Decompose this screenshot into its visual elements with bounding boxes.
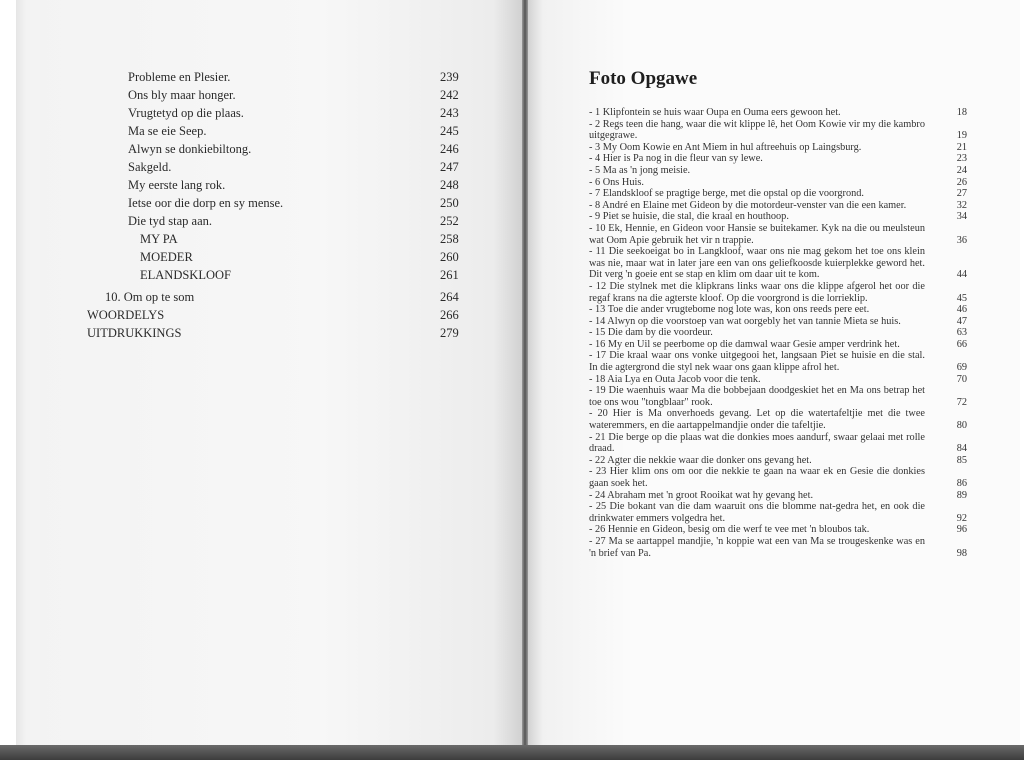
book-spine: [522, 0, 528, 745]
photo-caption: - 16 My en Uil se peerbome op die damwal waar Gesie amper verdrink het.: [589, 338, 900, 350]
contents-title: MY PA: [140, 232, 178, 246]
contents-page-number: 252: [440, 214, 459, 228]
contents-row: [0, 104, 500, 122]
contents-page-number: 264: [440, 290, 459, 304]
photo-caption: - 2 Regs teen die hang, waar die wit klippe lê, het Oom Kowie vir my die kambro uitgegrawe.: [589, 118, 925, 142]
photo-caption: - 14 Alwyn op die voorstoep van wat oorgebly het van tannie Mieta se huis.: [589, 315, 901, 327]
photo-page-number: 84: [956, 443, 967, 455]
contents-row: [0, 68, 500, 86]
photo-list-item: [589, 466, 989, 489]
photo-list: [589, 107, 989, 559]
photo-list-item: [589, 107, 989, 119]
contents-title: ELANDSKLOOF: [140, 268, 231, 282]
contents-title: Ma se eie Seep.: [128, 124, 207, 138]
contents-page-number: 245: [440, 124, 459, 138]
contents-title: Ons bly maar honger.: [128, 88, 236, 102]
photo-caption: - 10 Ek, Hennie, en Gideon voor Hansie se buitekamer. Kyk na die ou meulsteun wat Oom Apie gebruik het vir n trappie.: [589, 222, 925, 246]
photo-list-item: [589, 119, 989, 142]
photo-list-item: [589, 223, 989, 246]
contents-title: UITDRUKKINGS: [87, 326, 182, 340]
photo-list-item: [589, 281, 989, 304]
photo-page-number: 46: [956, 304, 967, 316]
photo-caption: - 21 Die berge op die plaas wat die donkies moes aandurf, swaar gelaai met rolle draad.: [589, 431, 925, 455]
photo-caption: - 22 Agter die nekkie waar die donker ons gevang het.: [589, 454, 812, 466]
photo-page-number: 23: [956, 153, 967, 165]
contents-page-number: 243: [440, 106, 459, 120]
contents-title: WOORDELYS: [87, 308, 165, 322]
contents-title: Alwyn se donkiebiltong.: [128, 142, 252, 156]
photo-page-number: 45: [956, 292, 967, 304]
photo-page-number: 44: [956, 269, 967, 281]
photo-caption: - 12 Die stylnek met die klipkrans links waar ons die klippe afgerol het oor die regaf krans na die agterste kloof. Op die voorgrond is die lorrieklip.: [589, 280, 925, 304]
contents-page-number: 246: [440, 142, 459, 156]
photo-caption: - 20 Hier is Ma onverhoeds gevang. Let op die watertafeltjie met die twee wateremmers, en die aartappelmandjie onder die tafeltjie.: [589, 408, 925, 432]
photo-caption: - 23 Hier klim ons om oor die nekkie te gaan na waar ek en Gesie die donkies gaan soek het.: [589, 466, 925, 489]
photo-caption: - 25 Die bokant van die dam waaruit ons die blomme nat-gedra het, en ook die drinkwater emmers volgedra het.: [589, 501, 925, 524]
photo-page-number: 18: [956, 107, 967, 118]
photo-page-number: 92: [956, 512, 967, 524]
photo-page-number: 66: [956, 338, 967, 350]
photo-list-item: [589, 188, 989, 200]
photo-caption: - 9 Piet se huisie, die stal, die kraal en houthoop.: [589, 211, 789, 223]
photo-caption: - 6 Ons Huis.: [589, 176, 644, 188]
contents-title: MOEDER: [140, 250, 193, 264]
photo-page-number: 36: [956, 234, 967, 246]
photo-caption: - 1 Klipfontein se huis waar Oupa en Ouma eers gewoon het.: [589, 107, 841, 118]
page-title: Foto Opgawe: [589, 68, 698, 89]
photo-page-number: 86: [956, 478, 967, 489]
contents-row: [0, 230, 500, 248]
contents-row: [0, 194, 500, 212]
contents-page-number: 260: [440, 250, 459, 264]
photo-caption: - 4 Hier is Pa nog in die fleur van sy lewe.: [589, 153, 763, 165]
photo-page-number: 89: [956, 489, 967, 501]
contents-title: 10. Om op te som: [105, 290, 195, 304]
photo-list-item: [589, 455, 989, 467]
photo-page-number: 27: [956, 188, 967, 200]
photo-list-item: [589, 142, 989, 154]
contents-page-number: 250: [440, 196, 459, 210]
contents-page-number: 279: [440, 326, 459, 340]
contents-page-number: 248: [440, 178, 459, 192]
photo-caption: - 3 My Oom Kowie en Ant Miem in hul aftreehuis op Laingsburg.: [589, 141, 862, 153]
photo-page-number: 72: [956, 396, 967, 408]
contents-title: Probleme en Plesier.: [128, 70, 231, 84]
photo-caption: - 17 Die kraal waar ons vonke uitgegooi het, langsaan Piet se huisie en die stal. In die agtergrond die styl nek waar ons gaan klippe afrol het.: [589, 350, 925, 374]
contents-page-number: 266: [440, 308, 459, 322]
contents-page-number: 242: [440, 88, 459, 102]
photo-list-item: [589, 246, 989, 281]
contents-title: Die tyd stap aan.: [128, 214, 213, 228]
photo-caption: - 26 Hennie en Gideon, besig om die werf te vee met 'n bloubos tak.: [589, 524, 870, 536]
contents-title: My eerste lang rok.: [128, 178, 226, 192]
contents-title: Sakgeld.: [128, 160, 172, 174]
photo-page-number: 85: [956, 454, 967, 466]
contents-row: [0, 122, 500, 140]
photo-page-number: 21: [956, 141, 967, 153]
photo-caption: - 15 Die dam by die voordeur.: [589, 327, 713, 339]
contents-row: [0, 212, 500, 230]
photo-page-number: 32: [956, 199, 967, 211]
photo-caption: - 7 Elandskloof se pragtige berge, met die opstal op die voorgrond.: [589, 188, 864, 200]
photo-caption: - 19 Die waenhuis waar Ma die bobbejaan doodgeskiet het en Ma ons betrap het toe ons wou "tongblaar" rook.: [589, 385, 925, 408]
photo-caption: - 18 Aia Lya en Outa Jacob voor die tenk.: [589, 373, 761, 385]
photo-caption: - 27 Ma se aartappel mandjie, 'n koppie wat een van Ma se trougeskenke was en 'n brief van Pa.: [589, 535, 925, 559]
photo-page-number: 24: [956, 164, 967, 176]
contents-row: [0, 158, 500, 176]
photo-page-number: 19: [956, 130, 967, 142]
photo-page-number: 80: [956, 420, 967, 432]
photo-list-item: [589, 304, 989, 316]
contents-row: [0, 266, 500, 284]
contents-row: [0, 306, 500, 324]
contents-row: [0, 86, 500, 104]
contents-title: Ietse oor die dorp en sy mense.: [128, 196, 284, 210]
photo-list-item: [589, 501, 989, 524]
photo-caption: - 11 Die seekoeigat bo in Langkloof, waar ons nie mag gekom het toe ons klein was nie, maar wat in later jare een van ons geliefkoosde kuierplekke geword het. Dit verg 'n goeie ent se stap en klim om daar uit te kom.: [589, 246, 925, 281]
photo-list-item: [589, 536, 989, 559]
photo-caption: - 13 Toe die ander vrugtebome nog lote was, kon ons reeds pere eet.: [589, 304, 870, 316]
contents-row: [0, 248, 500, 266]
photo-page-number: 47: [956, 315, 967, 327]
photo-list-item: [589, 350, 989, 373]
photo-page-number: 34: [956, 211, 967, 223]
photo-list-item: [589, 200, 989, 212]
photo-list-item: [589, 524, 989, 536]
contents-page-number: 239: [440, 70, 459, 84]
contents-row: [0, 288, 500, 306]
photo-page-number: 63: [956, 327, 967, 339]
photo-list-item: [589, 374, 989, 386]
contents-title: Vrugtetyd op die plaas.: [128, 106, 244, 120]
contents-page-number: 247: [440, 160, 459, 174]
photo-list-item: [589, 385, 989, 408]
photo-list-item: [589, 327, 989, 339]
photo-list-item: [589, 432, 989, 455]
photo-page-number: 26: [956, 176, 967, 188]
scan-edge: [0, 745, 1024, 760]
photo-list-item: [589, 408, 989, 431]
photo-page-number: 96: [956, 524, 967, 536]
photo-page-number: 69: [956, 362, 967, 374]
contents-page-number: 261: [440, 268, 459, 282]
contents-row: [0, 176, 500, 194]
photo-list-item: [589, 339, 989, 351]
photo-caption: - 24 Abraham met 'n groot Rooikat wat hy gevang het.: [589, 489, 814, 501]
contents-row: [0, 140, 500, 158]
photo-list-item: [589, 177, 989, 189]
photo-list-item: [589, 165, 989, 177]
photo-list-item: [589, 153, 989, 165]
photo-caption: - 5 Ma as 'n jong meisie.: [589, 164, 691, 176]
contents-page-number: 258: [440, 232, 459, 246]
photo-list-item: [589, 490, 989, 502]
photo-list-item: [589, 316, 989, 328]
photo-list-item: [589, 211, 989, 223]
photo-page-number: 98: [956, 547, 967, 559]
photo-caption: - 8 André en Elaine met Gideon by die motordeur-venster van die een kamer.: [589, 199, 907, 211]
contents-row: [0, 324, 500, 342]
photo-page-number: 70: [956, 373, 967, 385]
